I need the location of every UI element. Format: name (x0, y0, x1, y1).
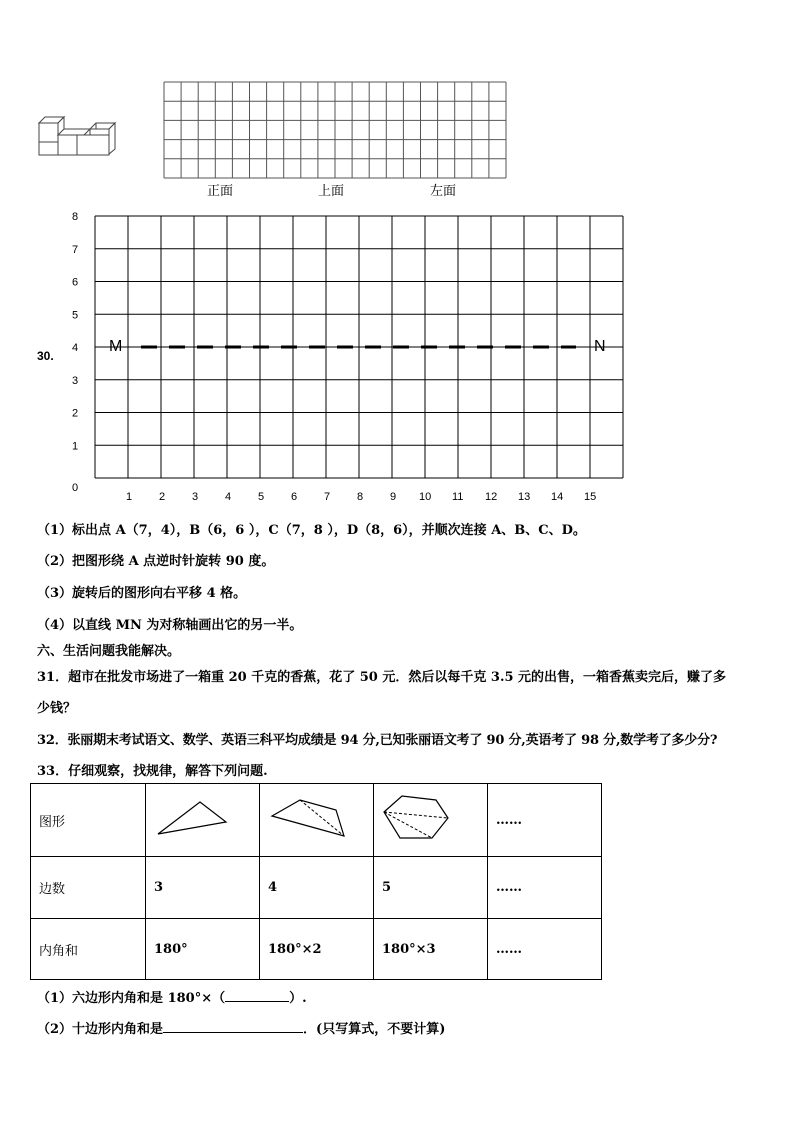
shape-more: …… (488, 784, 602, 857)
sides-5: 5 (374, 857, 488, 919)
x-tick-label: 4 (225, 491, 232, 503)
angle-sum-2: 180°×2 (260, 919, 374, 980)
q33-sub-1 (37, 987, 307, 1006)
y-tick-label: 5 (72, 309, 79, 322)
x-tick-label: 14 (551, 491, 564, 503)
sides-4: 4 (260, 857, 374, 919)
x-tick-label: 11 (452, 491, 464, 503)
x-tick-label: 7 (324, 491, 331, 503)
x-tick-label: 8 (357, 491, 364, 503)
row-header-angle-sum: 内角和 (31, 919, 146, 980)
coordinate-grid[interactable] (60, 205, 640, 505)
q33-sub-2-suffix: ．(只写算式，不要计算) (303, 1022, 446, 1037)
x-tick-label: 13 (518, 491, 531, 503)
label-n: N (594, 338, 606, 355)
x-tick-label: 6 (291, 491, 298, 503)
y-tick-label: 0 (72, 482, 79, 494)
q33-sub-1-prefix: （1）六边形内角和是 180°×（ (37, 991, 226, 1006)
y-tick-label: 8 (72, 211, 79, 223)
q33-title: 33．仔细观察，找规律，解答下列问题. (37, 764, 268, 779)
q33-sub-2 (37, 1018, 445, 1037)
pentagon-shape (382, 792, 466, 844)
x-tick-label: 5 (258, 491, 265, 503)
x-tick-label: 2 (159, 491, 166, 503)
y-tick-label: 6 (72, 276, 79, 289)
y-tick-label: 7 (72, 243, 79, 256)
x-tick-label: 3 (192, 491, 199, 503)
q32-text: 32．张丽期末考试语文、数学、英语三科平均成绩是 94 分,已知张丽语文考了 90 分,英语考了 98 分,数学考了多少分? (37, 733, 718, 748)
pattern-table (30, 783, 602, 980)
q30-task-3: （3）旋转后的图形向右平移 4 格。 (37, 586, 247, 601)
x-tick-label: 9 (390, 491, 397, 503)
y-tick-label: 4 (72, 342, 79, 354)
q30-task-1: （1）标出点 A（7，4），B（6，6 ），C（7，8 ），D（8，6），并顺次连接 A、B、C、D。 (37, 523, 586, 538)
x-tick-label: 12 (485, 491, 498, 503)
y-tick-label: 3 (72, 374, 79, 387)
q30-task-4: （4）以直线 MN 为对称轴画出它的另一半。 (37, 618, 303, 633)
label-m: M (109, 338, 123, 355)
x-tick-label: 10 (419, 491, 432, 503)
x-tick-label: 1 (126, 491, 133, 503)
x-tick-label: 15 (584, 491, 597, 503)
q33-sub-1-suffix: ）. (289, 991, 307, 1006)
y-tick-label: 2 (72, 407, 79, 420)
view-label-top: 上面 (318, 184, 345, 199)
triangle-cell (146, 784, 260, 857)
angle-sum-1: 180° (146, 919, 260, 980)
q33-sub-2-blank[interactable] (163, 1021, 303, 1033)
question-30-number: 30. (37, 349, 54, 363)
cube-stack-figure (36, 106, 118, 158)
row-header-shape: 图形 (31, 784, 146, 857)
section-6-title: 六、生活问题我能解决。 (37, 644, 181, 659)
angle-sum-more: …… (488, 919, 602, 980)
q31-line-1: 31．超市在批发市场进了一箱重 20 千克的香蕉，花了 50 元．然后以每千克 3.5 元的出售，一箱香蕉卖完后，赚了多 (37, 670, 727, 685)
angle-sum-3: 180°×3 (374, 919, 488, 980)
pentagon-cell (374, 784, 488, 857)
sides-more: …… (488, 857, 602, 919)
row-header-sides: 边数 (31, 857, 146, 919)
view-label-left: 左面 (430, 184, 457, 199)
y-tick-label: 1 (72, 440, 79, 453)
q33-sub-2-prefix: （2）十边形内角和是 (37, 1022, 164, 1037)
quadrilateral-cell (260, 784, 374, 857)
view-label-front: 正面 (207, 184, 234, 199)
triangle-shape (154, 796, 234, 840)
sides-3: 3 (146, 857, 260, 919)
view-drawing-grid[interactable] (163, 81, 507, 179)
quadrilateral-shape (268, 796, 352, 840)
q33-sub-1-blank[interactable] (225, 990, 289, 1002)
q31-line-2: 少钱？ (37, 701, 77, 716)
q30-task-2: （2）把图形绕 A 点逆时针旋转 90 度。 (37, 554, 275, 569)
